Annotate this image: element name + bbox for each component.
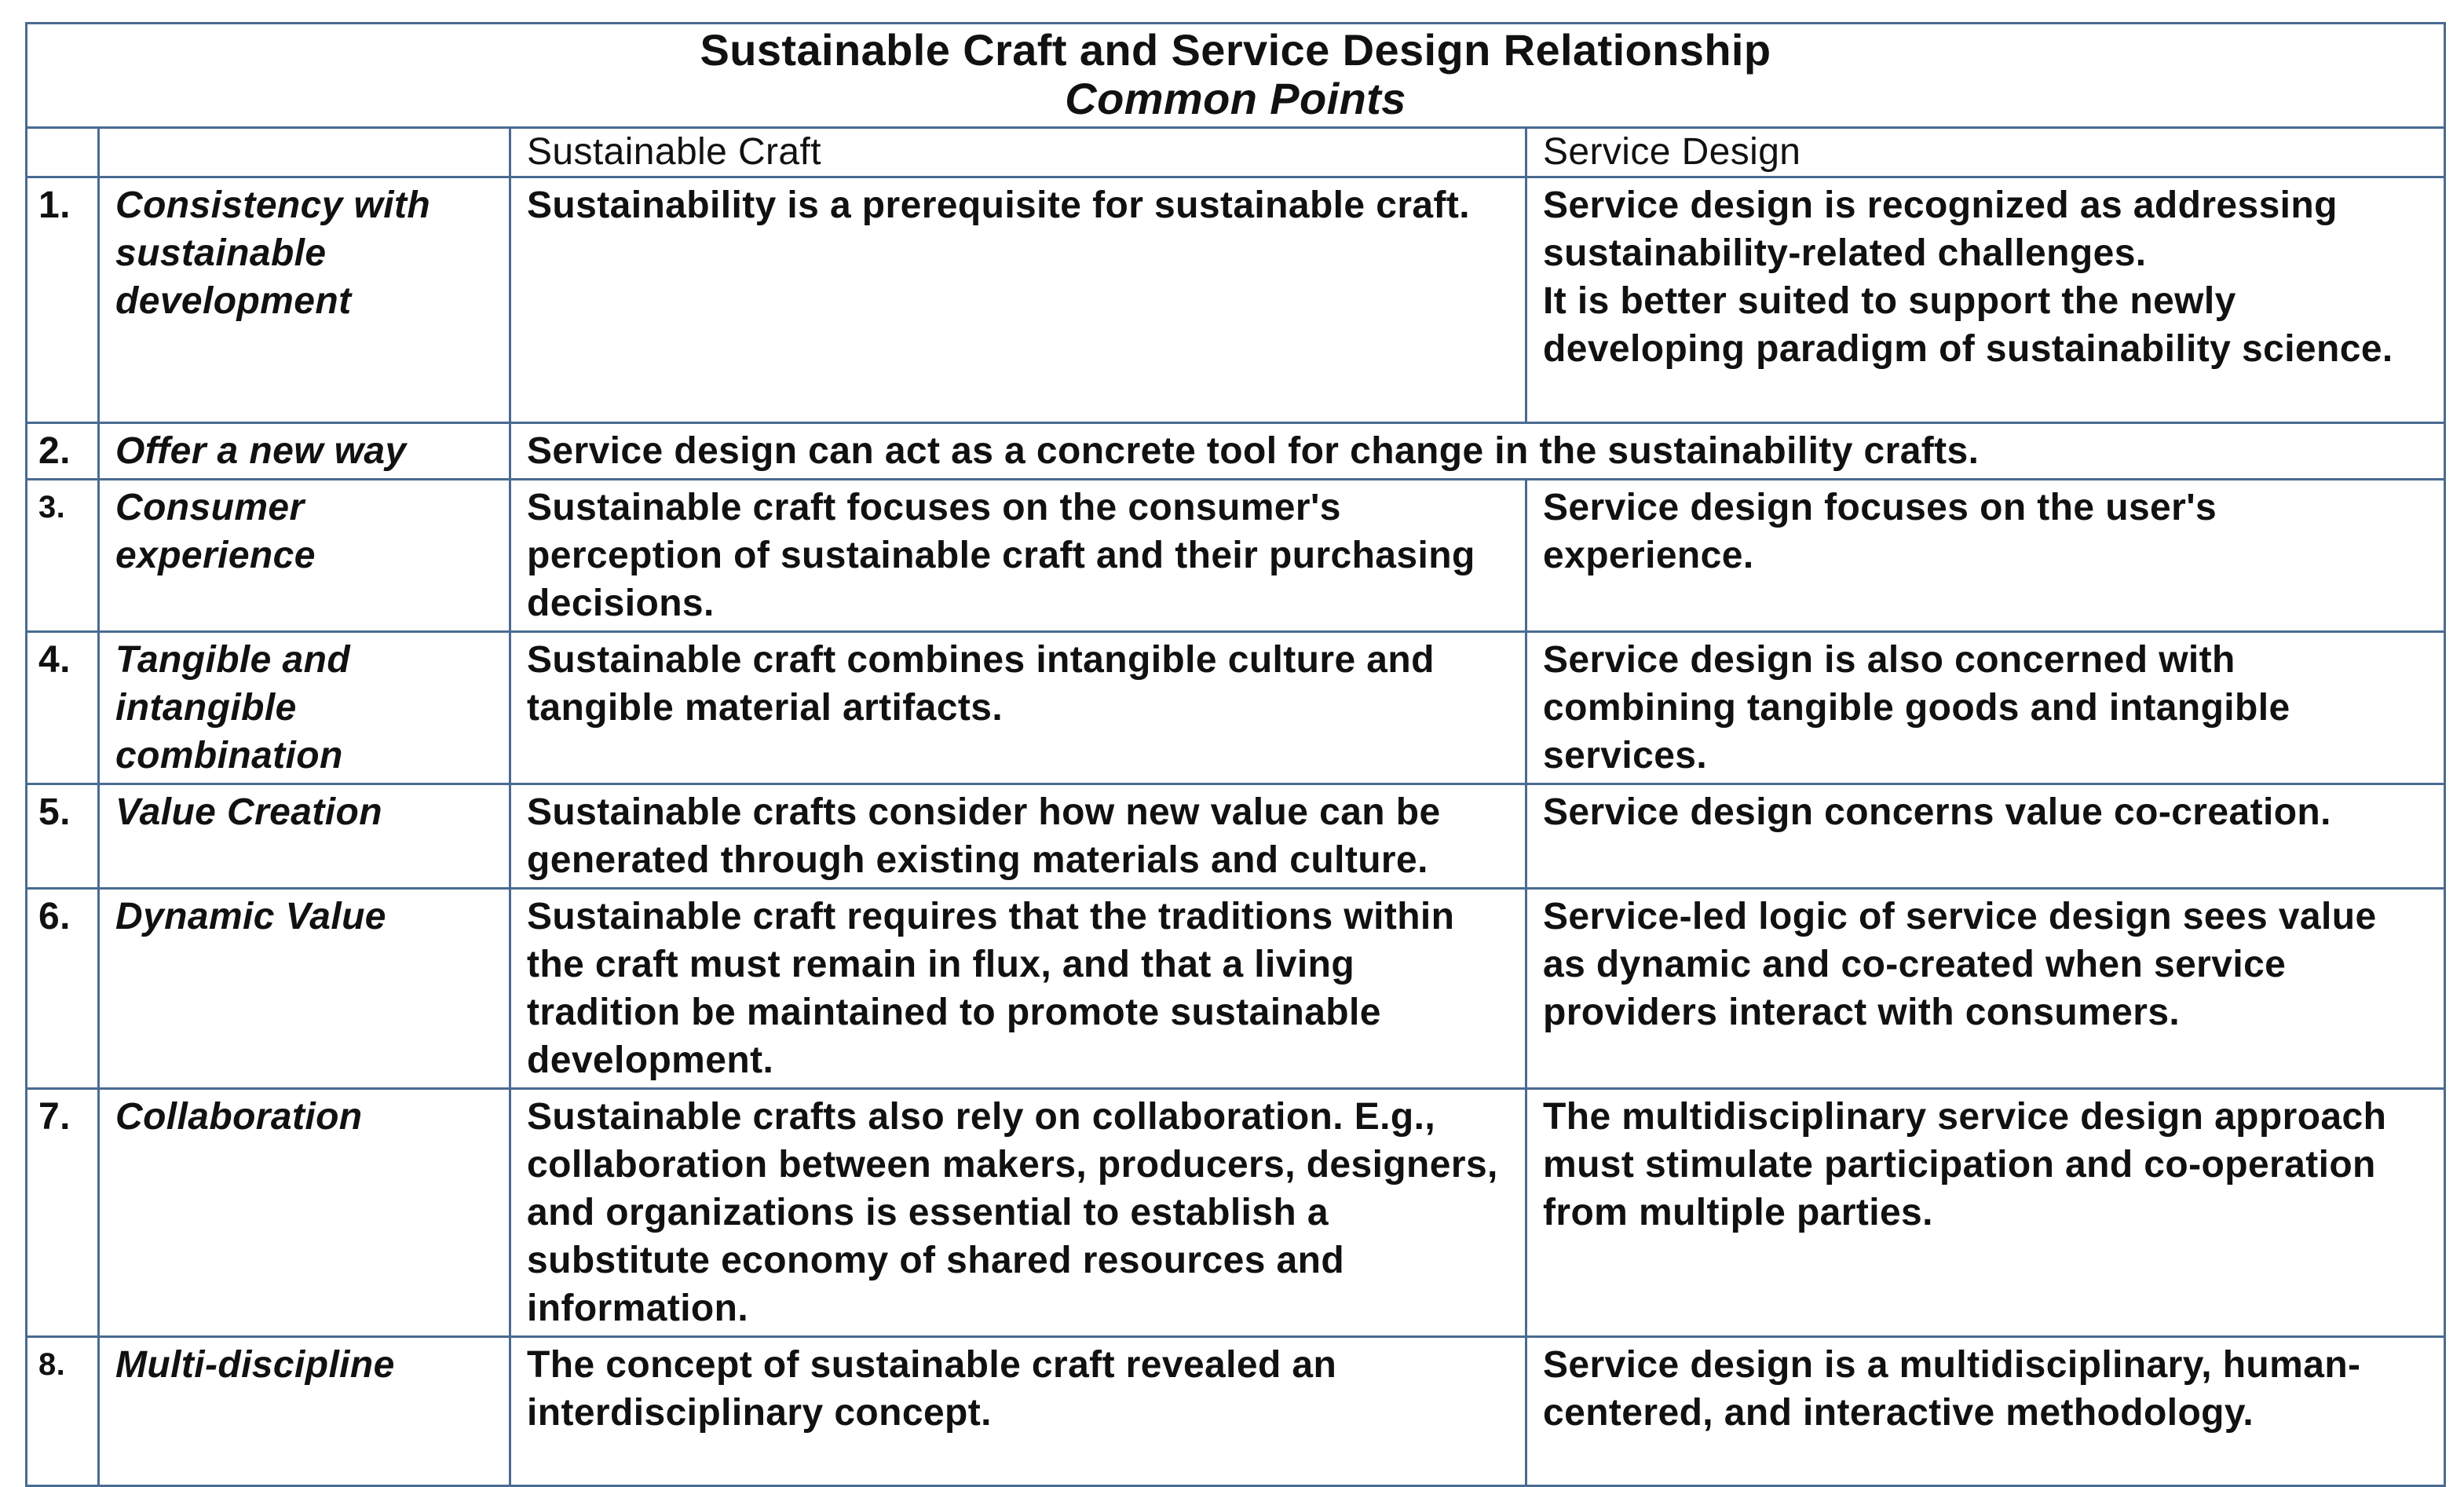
craft-cell: Sustainable crafts also rely on collaboration. E.g., collaboration between makers, producers, designers, and organizations is essential to establish a substitute economy of shared resources and information. bbox=[510, 1089, 1526, 1337]
table-row bbox=[27, 1337, 2445, 1486]
relationship-table bbox=[25, 22, 2446, 1487]
service-cell: Service design concerns value co-creation. bbox=[1526, 784, 2445, 889]
header-num bbox=[27, 128, 99, 177]
row-number: 2. bbox=[27, 423, 99, 480]
common-point: Consistency with sustainable development bbox=[99, 177, 510, 423]
common-point: Tangible and intangible combination bbox=[99, 632, 510, 784]
merged-cell: Service design can act as a concrete tool for change in the sustainability crafts. bbox=[510, 423, 2445, 480]
craft-cell: The concept of sustainable craft revealed an interdisciplinary concept. bbox=[510, 1337, 1526, 1486]
common-point: Collaboration bbox=[99, 1089, 510, 1337]
row-number: 1. bbox=[27, 177, 99, 423]
service-cell bbox=[1526, 177, 2445, 423]
table-subtitle: Common Points bbox=[1065, 74, 1406, 123]
service-cell: Service-led logic of service design sees value as dynamic and co-created when service providers interact with consumers. bbox=[1526, 889, 2445, 1089]
service-cell: Service design is a multidisciplinary, human-centered, and interactive methodology. bbox=[1526, 1337, 2445, 1486]
craft-cell: Sustainable craft combines intangible culture and tangible material artifacts. bbox=[510, 632, 1526, 784]
craft-cell: Sustainability is a prerequisite for sustainable craft. bbox=[510, 177, 1526, 423]
table-row bbox=[27, 480, 2445, 632]
table-row bbox=[27, 177, 2445, 423]
row-number: 3. bbox=[27, 480, 99, 632]
row-number: 7. bbox=[27, 1089, 99, 1337]
table-row bbox=[27, 632, 2445, 784]
craft-cell: Sustainable craft focuses on the consumer's perception of sustainable craft and their purchasing decisions. bbox=[510, 480, 1526, 632]
header-service-design: Service Design bbox=[1526, 128, 2445, 177]
row-number: 6. bbox=[27, 889, 99, 1089]
service-cell: The multidisciplinary service design approach must stimulate participation and co-operation from multiple parties. bbox=[1526, 1089, 2445, 1337]
service-cell: Service design focuses on the user's experience. bbox=[1526, 480, 2445, 632]
craft-cell: Sustainable crafts consider how new value can be generated through existing materials and culture. bbox=[510, 784, 1526, 889]
row-number: 5. bbox=[27, 784, 99, 889]
service-paragraph: It is better suited to support the newly developing paradigm of sustainability science. bbox=[1543, 280, 2393, 370]
common-point: Multi-discipline bbox=[99, 1337, 510, 1486]
common-point: Consumer experience bbox=[99, 480, 510, 632]
row-number: 4. bbox=[27, 632, 99, 784]
common-point: Value Creation bbox=[99, 784, 510, 889]
common-point: Dynamic Value bbox=[99, 889, 510, 1089]
craft-cell: Sustainable craft requires that the traditions within the craft must remain in flux, and that a living tradition be maintained to promote sustainable development. bbox=[510, 889, 1526, 1089]
header-sustainable-craft: Sustainable Craft bbox=[510, 128, 1526, 177]
common-point: Offer a new way bbox=[99, 423, 510, 480]
header-row bbox=[27, 128, 2445, 177]
table-row bbox=[27, 423, 2445, 480]
table-row bbox=[27, 889, 2445, 1089]
header-point bbox=[99, 128, 510, 177]
service-cell: Service design is also concerned with combining tangible goods and intangible services. bbox=[1526, 632, 2445, 784]
table-title-cell bbox=[27, 24, 2445, 128]
row-number: 8. bbox=[27, 1337, 99, 1486]
table-row bbox=[27, 1089, 2445, 1337]
table-row bbox=[27, 784, 2445, 889]
title-row bbox=[27, 24, 2445, 128]
service-paragraph: Service design is recognized as addressing sustainability-related challenges. bbox=[1543, 185, 2338, 274]
table-title: Sustainable Craft and Service Design Relationship bbox=[700, 25, 1771, 75]
document-page bbox=[25, 22, 2444, 1487]
